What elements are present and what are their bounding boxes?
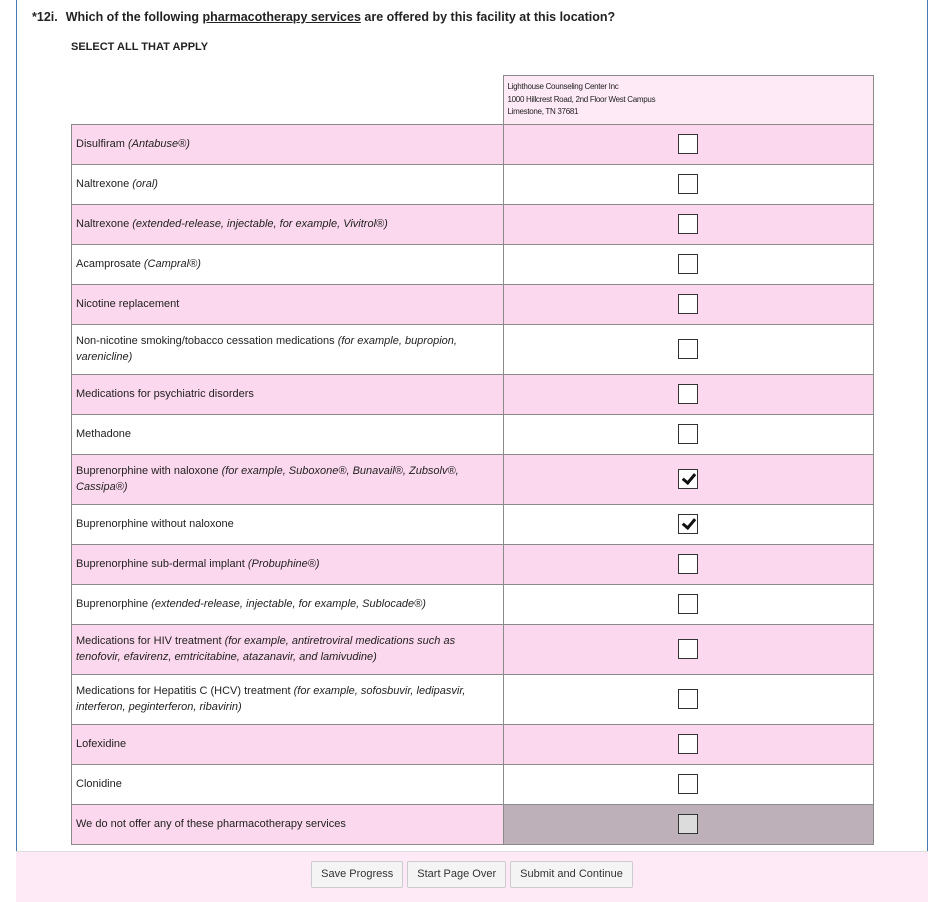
service-checkbox[interactable] — [678, 469, 698, 489]
service-checkbox[interactable] — [678, 639, 698, 659]
service-label: Buprenorphine with naloxone (for example, Suboxone®, Bunavail®, Zubsolv®, Cassipa®) — [72, 454, 504, 504]
service-label: Methadone — [72, 414, 504, 454]
service-note: (Campral®) — [143, 258, 201, 270]
service-label: Buprenorphine without naloxone — [72, 504, 504, 544]
question-number: *12i. — [32, 10, 58, 24]
service-label: Medications for Hepatitis C (HCV) treatment (for example, sofosbuvir, ledipasvir, interferon, peginterferon, ribavirin) — [72, 674, 504, 724]
service-label: Non-nicotine smoking/tobacco cessation medications (for example, bupropion, varenicline) — [72, 324, 504, 374]
service-row — [72, 504, 874, 544]
service-label: Clonidine — [72, 764, 504, 804]
none-option-label: We do not offer any of these pharmacotherapy services — [72, 804, 504, 844]
service-label: Naltrexone (extended-release, injectable, for example, Vivitrol®) — [72, 204, 504, 244]
service-note: (extended-release, injectable, for example, Vivitrol®) — [132, 218, 388, 230]
save-progress-button[interactable]: Save Progress — [311, 861, 403, 888]
service-row — [72, 284, 874, 324]
none-option-row — [72, 804, 874, 844]
facility-header — [503, 76, 874, 125]
service-note: (extended-release, injectable, for example, Sublocade®) — [151, 598, 426, 610]
service-note: (for example, Suboxone®, Bunavail®, Zubsolv®, Cassipa®) — [76, 465, 459, 493]
service-note: (for example, bupropion, varenicline) — [76, 335, 457, 363]
services-grid — [71, 75, 874, 845]
service-checkbox[interactable] — [678, 734, 698, 754]
service-row — [72, 724, 874, 764]
service-row — [72, 124, 874, 164]
pharmacotherapy-definition-link[interactable]: pharmacotherapy services — [202, 10, 361, 24]
start-page-over-button[interactable]: Start Page Over — [407, 861, 506, 888]
service-checkbox[interactable] — [678, 594, 698, 614]
service-row — [72, 324, 874, 374]
service-checkbox[interactable] — [678, 339, 698, 359]
service-label: Medications for psychiatric disorders — [72, 374, 504, 414]
service-note: (Probuphine®) — [247, 558, 320, 570]
service-label: Medications for HIV treatment (for example, antiretroviral medications such as tenofovir, efavirenz, emtricitabine, atazanavir, and lamivudine) — [72, 624, 504, 674]
service-note: (for example, antiretroviral medications such as tenofovir, efavirenz, emtricitabine, atazanavir, and lamivudine) — [76, 635, 456, 663]
service-row — [72, 164, 874, 204]
service-checkbox[interactable] — [678, 294, 698, 314]
service-row — [72, 584, 874, 624]
service-checkbox[interactable] — [678, 254, 698, 274]
service-checkbox[interactable] — [678, 514, 698, 534]
service-checkbox[interactable] — [678, 384, 698, 404]
submit-and-continue-button[interactable]: Submit and Continue — [510, 861, 633, 888]
facility-name: Lighthouse Counseling Center Inc — [507, 82, 619, 91]
service-row — [72, 244, 874, 284]
service-label: Buprenorphine (extended-release, injectable, for example, Sublocade®) — [72, 584, 504, 624]
service-row — [72, 544, 874, 584]
service-checkbox[interactable] — [678, 134, 698, 154]
instruction: SELECT ALL THAT APPLY — [71, 41, 209, 53]
service-note: (for example, sofosbuvir, ledipasvir, interferon, peginterferon, ribavirin) — [76, 685, 466, 713]
service-row — [72, 674, 874, 724]
service-label: Lofexidine — [72, 724, 504, 764]
question-text: *12i. Which of the following pharmacotherapy services are offered by this facility at this location? — [32, 10, 616, 24]
service-label: Nicotine replacement — [72, 284, 504, 324]
service-label: Disulfiram (Antabuse®) — [72, 124, 504, 164]
service-row — [72, 414, 874, 454]
none-option-checkbox[interactable] — [678, 814, 698, 834]
service-row — [72, 624, 874, 674]
service-checkbox[interactable] — [678, 774, 698, 794]
service-row — [72, 454, 874, 504]
service-label: Naltrexone (oral) — [72, 164, 504, 204]
service-label: Acamprosate (Campral®) — [72, 244, 504, 284]
service-row — [72, 764, 874, 804]
service-note: (Antabuse®) — [127, 138, 190, 150]
facility-address1: 1000 Hillcrest Road, 2nd Floor West Campus — [507, 94, 656, 104]
facility-address2: Limestone, TN 37681 — [507, 107, 579, 116]
service-checkbox[interactable] — [678, 554, 698, 574]
service-row — [72, 204, 874, 244]
service-checkbox[interactable] — [678, 174, 698, 194]
footer-bar — [16, 851, 928, 902]
service-label: Buprenorphine sub-dermal implant (Probuphine®) — [72, 544, 504, 584]
service-note: (oral) — [132, 178, 158, 190]
service-checkbox[interactable] — [678, 689, 698, 709]
service-checkbox[interactable] — [678, 214, 698, 234]
service-row — [72, 374, 874, 414]
service-checkbox[interactable] — [678, 424, 698, 444]
